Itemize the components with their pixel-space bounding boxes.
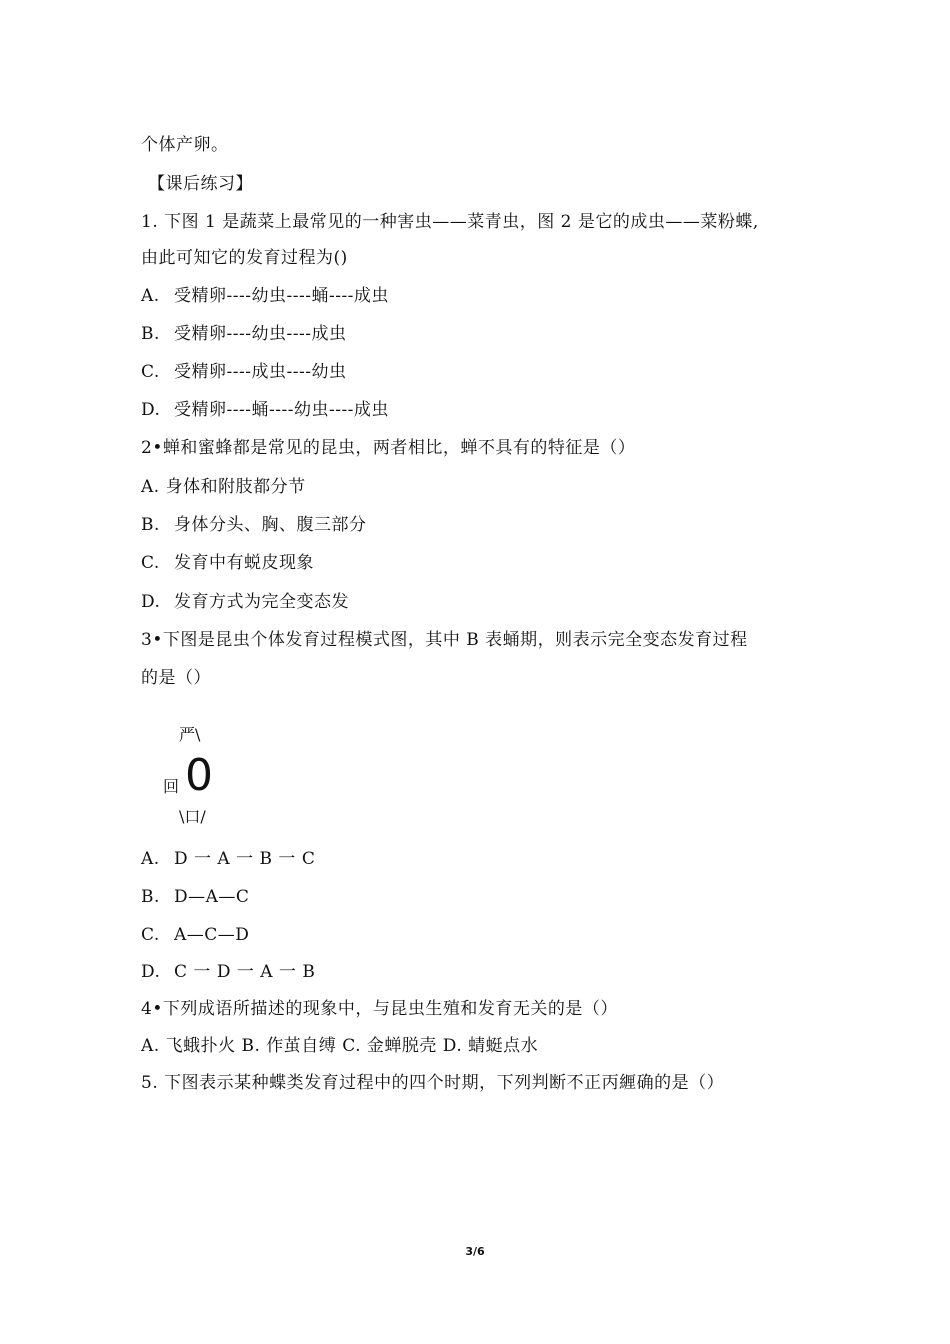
option-letter: C. bbox=[141, 553, 160, 573]
diagram-top-label: 严\ bbox=[179, 725, 201, 744]
option-text: D—A—C bbox=[174, 887, 250, 907]
option-letter: D. bbox=[141, 962, 161, 982]
q3-option-a bbox=[141, 847, 315, 871]
option-letter: C. bbox=[141, 362, 160, 382]
q1-stem-line-1: 1. 下图 1 是蔬菜上最常见的一种害虫——菜青虫，图 2 是它的成虫——菜粉蝶, bbox=[141, 212, 759, 232]
option-text: 受精卵----成虫----幼虫 bbox=[174, 362, 347, 382]
q3-option-d bbox=[141, 960, 315, 984]
q5-stem: 5. 下图表示某种蝶类发育过程中的四个时期，下列判断不正丙緾确的是（） bbox=[141, 1073, 725, 1093]
option-text: D 一 A 一 B 一 C bbox=[174, 849, 316, 869]
q1-option-a bbox=[141, 284, 389, 308]
q1-option-c bbox=[141, 360, 346, 384]
diagram-center-label: 0 bbox=[185, 750, 213, 801]
q4-stem: 4•下列成语所描述的现象中，与昆虫生殖和发育无关的是（） bbox=[141, 999, 618, 1019]
option-text: 受精卵----幼虫----成虫 bbox=[174, 324, 347, 344]
insect-development-diagram bbox=[163, 720, 283, 830]
option-letter: B. bbox=[141, 887, 160, 907]
q3-stem-line-1: 3•下图是昆虫个体发育过程模式图，其中 B 表蛹期，则表示完全变态发育过程 bbox=[141, 630, 748, 650]
q2-option-d bbox=[141, 590, 349, 614]
option-letter: D. bbox=[141, 400, 161, 420]
option-text: C 一 D 一 A 一 B bbox=[174, 962, 316, 982]
q3-stem-line-2: 的是（） bbox=[141, 668, 211, 688]
option-letter: A. bbox=[141, 286, 160, 306]
q2-option-b bbox=[141, 513, 367, 537]
option-text: 身体分头、胸、腹三部分 bbox=[174, 515, 367, 535]
q2-option-c bbox=[141, 551, 314, 575]
q1-option-d bbox=[141, 398, 389, 422]
diagram-bottom-label: \口/ bbox=[179, 807, 206, 826]
option-text: 受精卵----幼虫----蛹----成虫 bbox=[174, 286, 389, 306]
option-letter: A. bbox=[141, 849, 160, 869]
q3-option-c bbox=[141, 923, 249, 947]
option-text: 发育中有蜕皮现象 bbox=[174, 553, 314, 573]
option-letter: D. bbox=[141, 592, 161, 612]
option-text: A—C—D bbox=[174, 925, 250, 945]
q3-option-b bbox=[141, 885, 249, 909]
q1-option-b bbox=[141, 322, 346, 346]
q4-options-inline: A. 飞蛾扑火 B. 作茧自缚 C. 金蝉脱壳 D. 蜻蜓点水 bbox=[141, 1036, 539, 1056]
page-number: 3/6 bbox=[465, 1245, 485, 1258]
option-letter: B. bbox=[141, 515, 160, 535]
option-letter: B. bbox=[141, 324, 160, 344]
option-text: 发育方式为完全变态发 bbox=[174, 592, 349, 612]
option-letter: C. bbox=[141, 925, 160, 945]
section-title: 【课后练习】 bbox=[148, 174, 253, 194]
intro-tail: 个体产卵。 bbox=[141, 135, 229, 155]
q2-stem: 2•蝉和蜜蜂都是常见的昆虫，两者相比，蝉不具有的特征是（） bbox=[141, 438, 636, 458]
q1-stem-line-2: 由此可知它的发育过程为() bbox=[141, 248, 348, 268]
diagram-left-label: 回 bbox=[163, 777, 180, 796]
q2-option-a: A. 身体和附肢都分节 bbox=[141, 477, 306, 497]
option-text: 受精卵----蛹----幼虫----成虫 bbox=[174, 400, 389, 420]
